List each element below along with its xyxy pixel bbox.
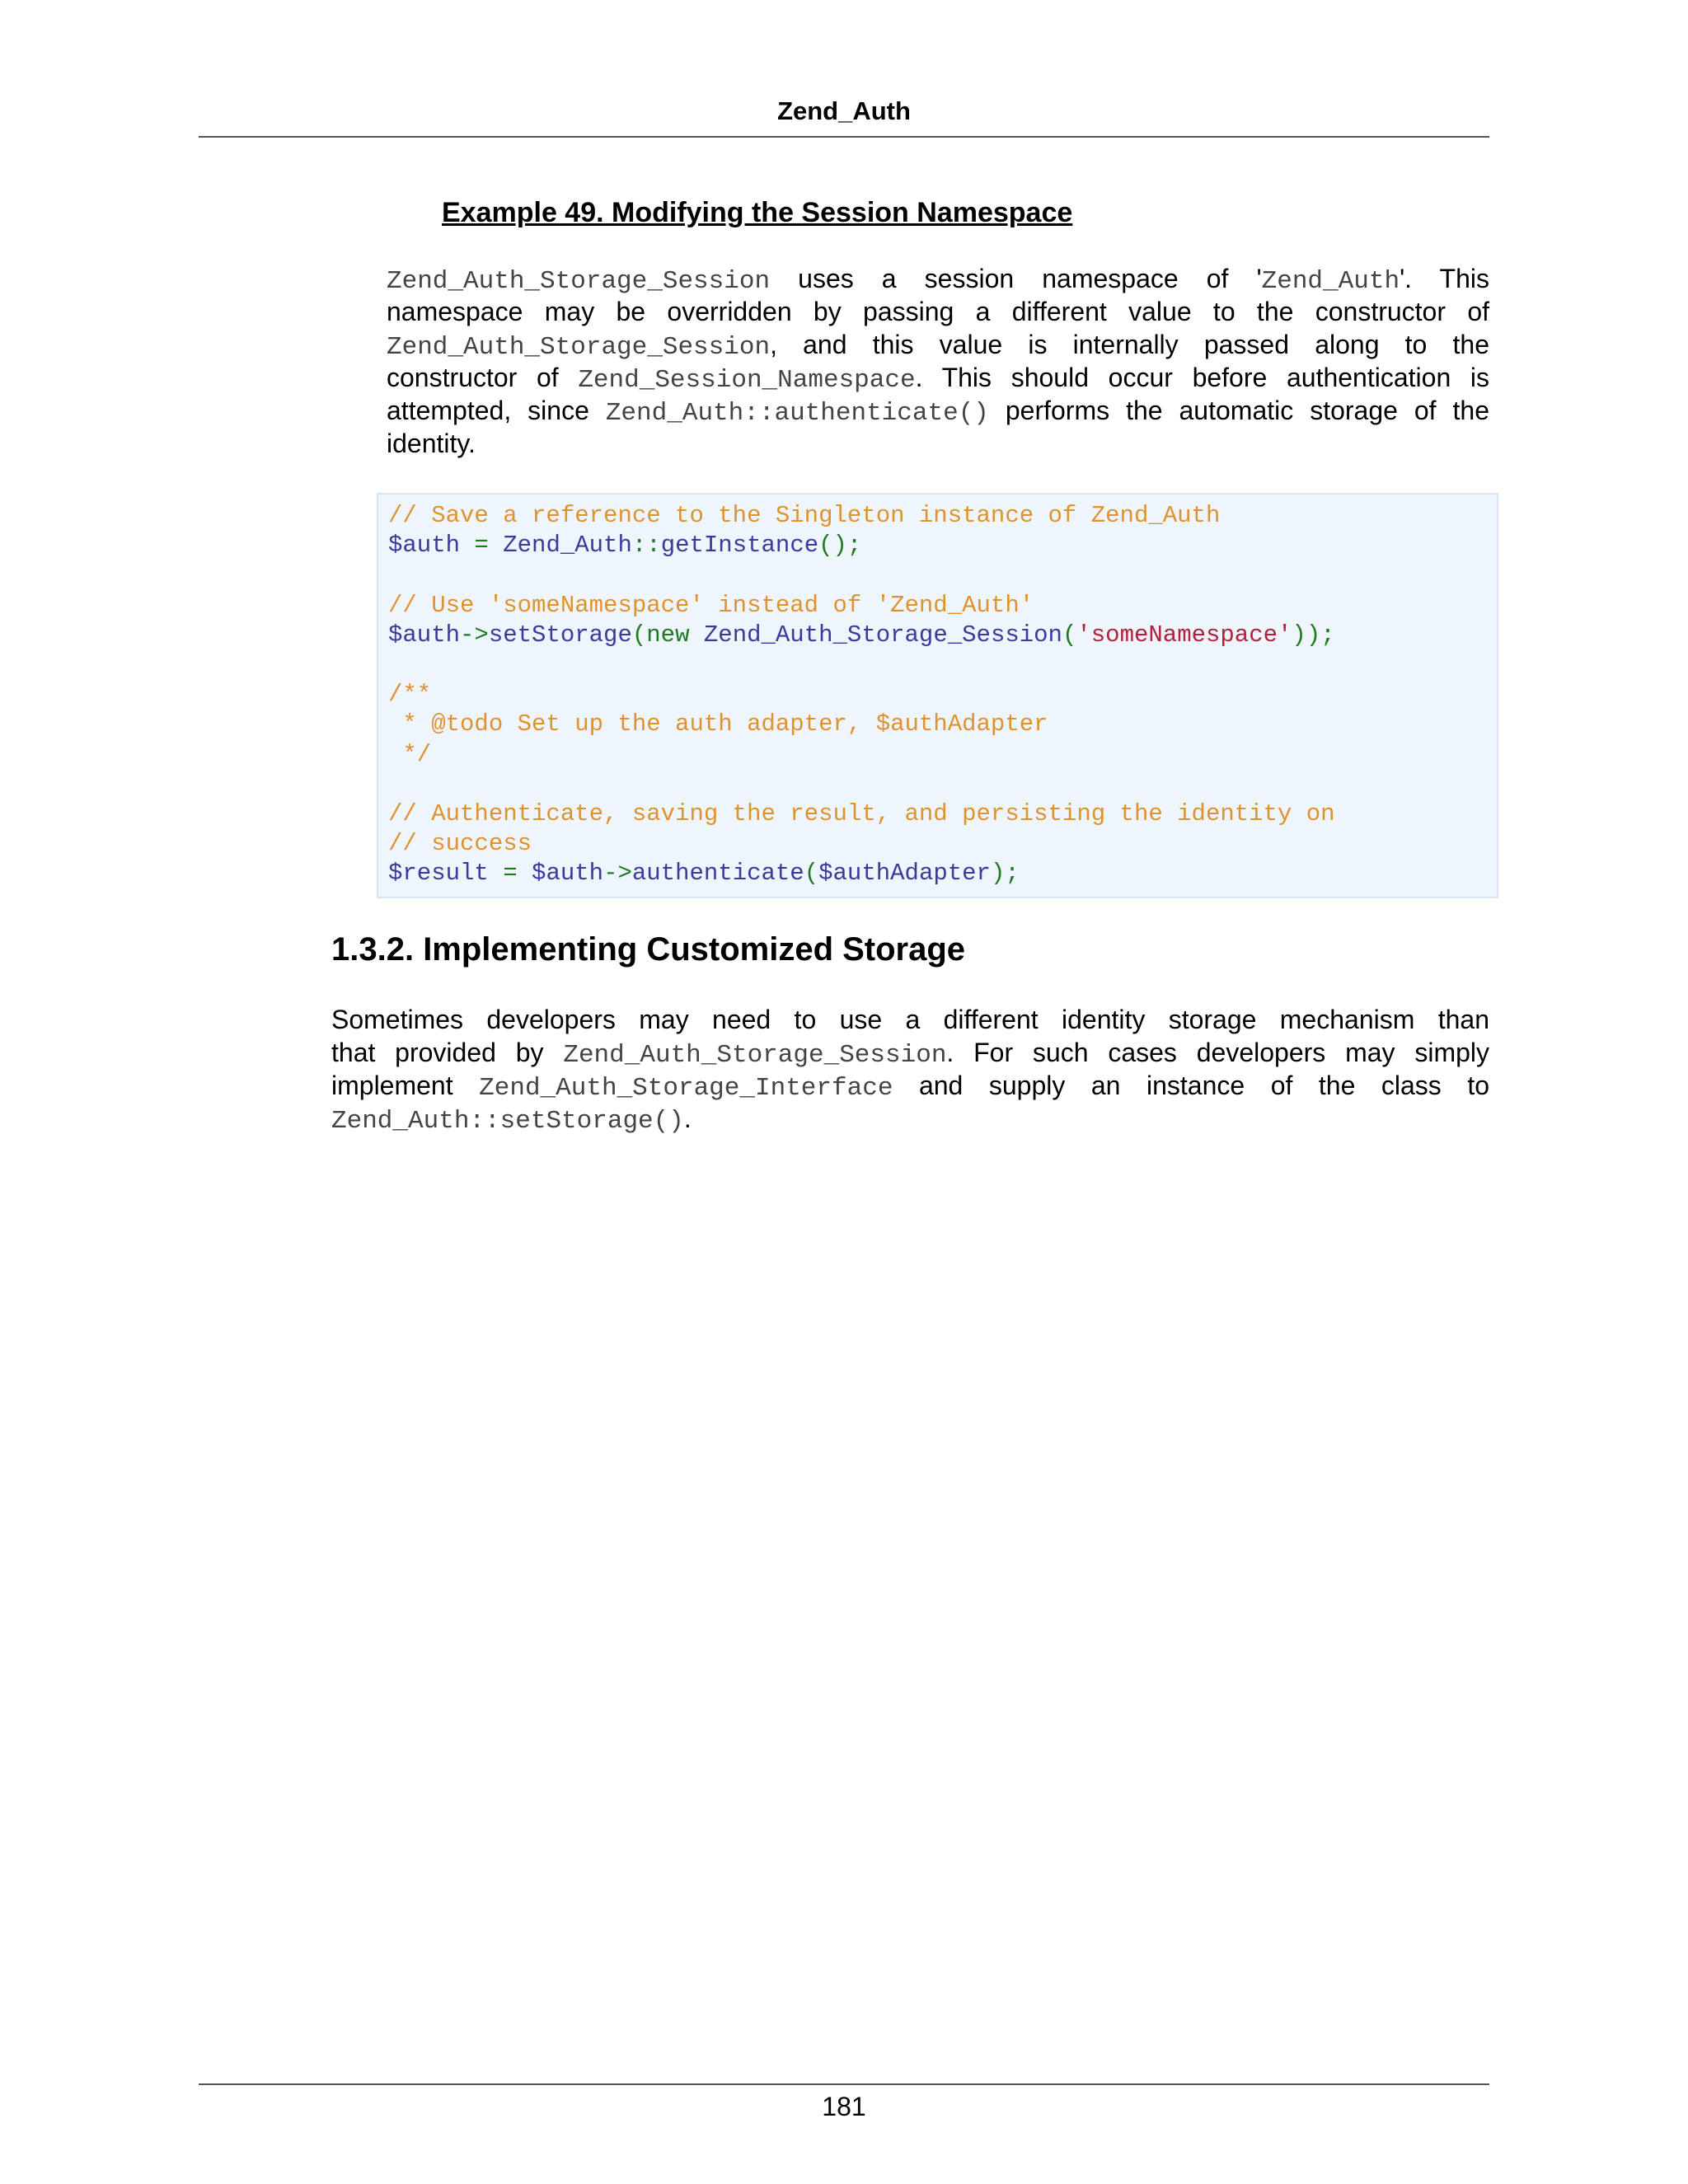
code-token: $auth: [388, 532, 461, 560]
code-token: // Save a reference to the Singleton instance of Zend_Auth: [388, 502, 1221, 529]
code-token: Zend_Auth: [503, 532, 632, 560]
code-token: ();: [818, 532, 862, 560]
code-token: ));: [1292, 621, 1335, 649]
code-token: // Use 'someNamespace' instead of 'Zend_Auth': [388, 591, 1034, 619]
inline-code: Zend_Session_Namespace: [578, 366, 916, 395]
code-line: [388, 859, 1335, 888]
text-run: namespace may be overridden by passing a different value to the constructor of: [387, 297, 1489, 326]
code-listing: [388, 501, 1335, 888]
footer-rule: [199, 2083, 1489, 2085]
code-token: =: [488, 860, 532, 888]
code-token: setStorage: [488, 621, 632, 649]
code-line: [388, 531, 1335, 560]
code-line: [388, 680, 1335, 710]
code-line: [388, 799, 1335, 829]
code-line: [388, 710, 1335, 739]
text-run: uses a session namespace of ': [770, 264, 1262, 293]
header-rule: [199, 136, 1489, 138]
text-line: [387, 427, 1489, 460]
code-token: $result: [388, 860, 489, 888]
code-token: /**: [388, 681, 432, 709]
code-token: $authAdapter: [818, 860, 991, 888]
text-run: implement: [331, 1071, 480, 1100]
text-run: and supply an instance of the class to: [893, 1071, 1490, 1100]
code-token: ->: [460, 621, 489, 649]
inline-code: Zend_Auth_Storage_Session: [387, 333, 771, 362]
code-token: =: [460, 532, 504, 560]
code-token: 'someNamespace': [1076, 621, 1292, 649]
code-token: // success: [388, 830, 532, 858]
code-token: */: [388, 740, 432, 768]
code-line: [388, 621, 1335, 650]
code-token: $auth: [388, 621, 461, 649]
text-line: [387, 361, 1489, 394]
code-line: [388, 560, 1335, 590]
text-run: identity.: [387, 429, 476, 458]
code-token: (: [804, 860, 819, 888]
code-line: [388, 829, 1335, 859]
text-line: [387, 262, 1489, 295]
code-line: [388, 501, 1335, 531]
text-run: . This should occur before authentication is: [915, 363, 1490, 392]
text-line: [387, 394, 1489, 427]
text-run: . For such cases developers may simply: [946, 1038, 1490, 1067]
text-line: [387, 295, 1489, 328]
code-token: getInstance: [660, 532, 819, 560]
text-line: [387, 328, 1489, 361]
text-run: Sometimes developers may need to use a different identity storage mechanism than: [331, 1005, 1489, 1034]
code-token: [689, 621, 703, 649]
code-token: (: [631, 621, 647, 649]
code-token: );: [990, 860, 1020, 888]
code-token: * @todo Set up the auth adapter, $authAdapter: [388, 710, 1048, 738]
code-line: [388, 650, 1335, 680]
inline-code: Zend_Auth_Storage_Session: [387, 267, 771, 296]
code-token: ->: [603, 860, 632, 888]
inline-code: Zend_Auth_Storage_Interface: [479, 1074, 893, 1103]
text-run: attempted, since: [387, 396, 606, 425]
code-line: [388, 740, 1335, 770]
code-token: (: [1062, 621, 1077, 649]
code-token: // Authenticate, saving the result, and persisting the identity on: [388, 799, 1335, 827]
text-line: [331, 1069, 1489, 1102]
intro-paragraph: [387, 262, 1489, 460]
code-line: [388, 770, 1335, 799]
text-line: [331, 1102, 1489, 1135]
code-token: $auth: [532, 860, 604, 888]
example-title: Example 49. Modifying the Session Namespace: [442, 197, 1073, 228]
code-block: [377, 493, 1498, 898]
section-paragraph: [331, 1003, 1489, 1135]
text-run: '. This: [1400, 264, 1490, 293]
code-token: ::: [631, 532, 661, 560]
inline-code: Zend_Auth::setStorage(): [331, 1107, 684, 1136]
text-line: [331, 1036, 1489, 1069]
text-run: that provided by: [331, 1038, 564, 1067]
page-number: 181: [822, 2092, 866, 2121]
code-token: Zend_Auth_Storage_Session: [703, 621, 1062, 649]
inline-code: Zend_Auth::authenticate(): [605, 399, 989, 428]
inline-code: Zend_Auth_Storage_Session: [563, 1041, 947, 1070]
running-header: Zend_Auth: [777, 96, 911, 125]
text-run: , and this value is internally passed along to the: [770, 330, 1489, 359]
text-run: constructor of: [387, 363, 579, 392]
code-token: new: [646, 621, 690, 649]
code-token: authenticate: [631, 860, 804, 888]
section-heading: 1.3.2. Implementing Customized Storage: [331, 931, 966, 968]
inline-code: Zend_Auth: [1261, 267, 1400, 296]
text-run: performs the automatic storage of the: [988, 396, 1490, 425]
code-line: [388, 591, 1335, 621]
text-run: .: [683, 1104, 692, 1133]
text-line: [331, 1003, 1489, 1036]
